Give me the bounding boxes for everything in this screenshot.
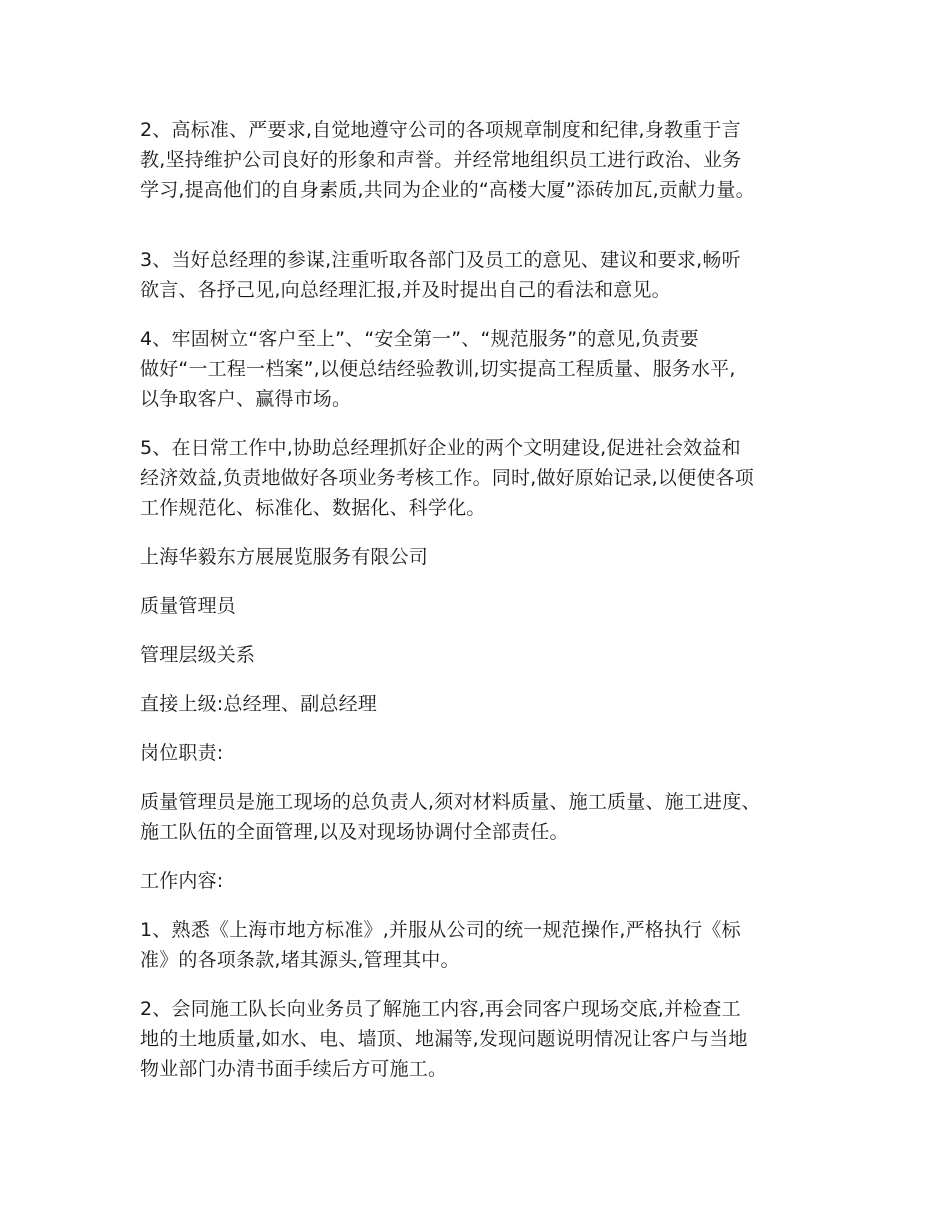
- text-line: 工作内容:: [140, 870, 224, 892]
- text-line: 教,坚持维护公司良好的形象和声誉。并经常地组织员工进行政治、业务: [140, 149, 742, 171]
- text-line: 1、熟悉《上海市地方标准》,并服从公司的统一规范操作,严格执行《标: [140, 919, 741, 941]
- text-line: 5、在日常工作中,协助总经理抓好企业的两个文明建设,促进社会效益和: [140, 437, 741, 459]
- paragraph-duty-3: [140, 245, 830, 305]
- text-line: 准》的各项条款,堵其源头,管理其中。: [140, 949, 460, 971]
- text-line: 4、牢固树立“客户至上”、“安全第一”、“规范服务”的意见,负责要: [140, 328, 699, 350]
- text-line: 以争取客户、赢得市场。: [140, 388, 352, 410]
- text-line: 欲言、各抒己见,向总经理汇报,并及时提出自己的看法和意见。: [140, 279, 671, 301]
- direct-superior: [140, 689, 830, 719]
- text-line: 2、高标准、严要求,自觉地遵守公司的各项规章制度和纪律,身教重于言: [140, 119, 741, 141]
- text-line: 质量管理员: [140, 595, 237, 617]
- text-line: 工作规范化、标准化、数据化、科学化。: [140, 497, 486, 519]
- text-line: 上海华毅东方展展览服务有限公司: [140, 546, 429, 568]
- paragraph-work-2: [140, 994, 830, 1084]
- text-line: 物业部门办清书面手续后方可施工。: [140, 1058, 448, 1080]
- text-line: 2、会同施工队长向业务员了解施工内容,再会同客户现场交底,并检查工: [140, 998, 741, 1020]
- text-line: 岗位职责:: [140, 742, 224, 764]
- text-line: 施工队伍的全面管理,以及对现场协调付全部责任。: [140, 821, 569, 843]
- position-title: [140, 591, 830, 621]
- text-line: 做好“一工程一档案”,以便总结经验教训,切实提高工程质量、服务水平,: [140, 358, 736, 380]
- paragraph-duty-4: [140, 324, 830, 414]
- document-page: [140, 115, 830, 1084]
- text-line: 学习,提高他们的自身素质,共同为企业的“高楼大厦”添砖加瓦,贡献力量。: [140, 179, 755, 201]
- text-line: 直接上级:总经理、副总经理: [140, 693, 378, 715]
- text-line: 管理层级关系: [140, 644, 256, 666]
- text-line: 地的土地质量,如水、电、墙顶、地漏等,发现问题说明情况让客户与当地: [140, 1028, 748, 1050]
- section-heading-hierarchy: [140, 640, 830, 670]
- section-heading-responsibilities: [140, 738, 830, 768]
- text-line: 质量管理员是施工现场的总负责人,须对材料质量、施工质量、施工进度、: [140, 791, 761, 813]
- paragraph-duty-2: [140, 115, 830, 205]
- text-line: 3、当好总经理的参谋,注重听取各部门及员工的意见、建议和要求,畅听: [140, 249, 741, 271]
- paragraph-responsibilities: [140, 787, 830, 847]
- paragraph-duty-5: [140, 433, 830, 523]
- section-heading-work-content: [140, 866, 830, 896]
- company-name: [140, 542, 830, 572]
- paragraph-work-1: [140, 915, 830, 975]
- text-line: 经济效益,负责地做好各项业务考核工作。同时,做好原始记录,以便使各项: [140, 467, 754, 489]
